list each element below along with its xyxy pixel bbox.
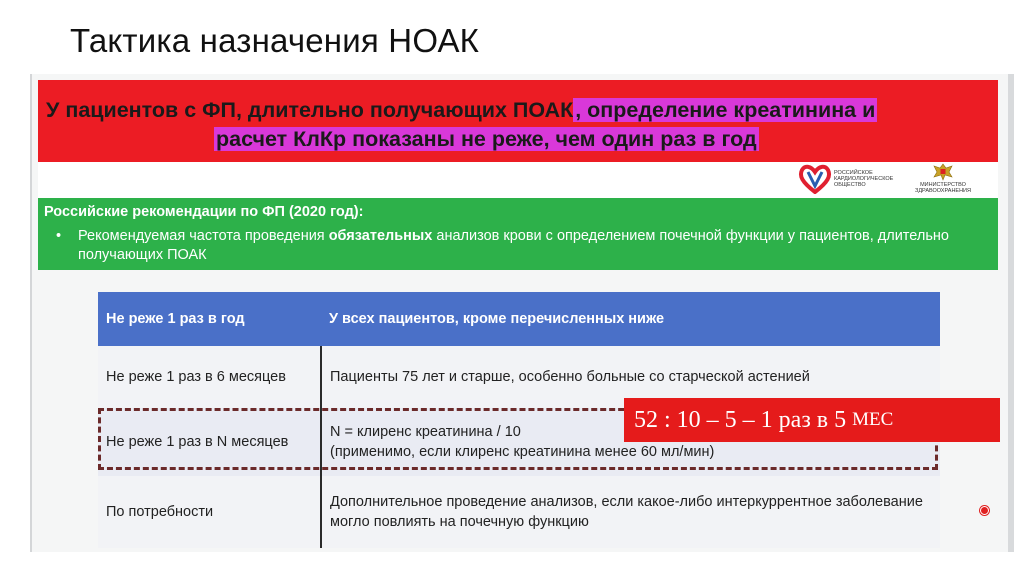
- banner-line-2-highlight: расчет КлКр показаны не реже, чем один раз в год: [216, 127, 757, 151]
- rko-logo-text: РОССИЙСКОЕ КАРДИОЛОГИЧЕСКОЕ ОБЩЕСТВО: [834, 170, 894, 188]
- banner-line-1-highlight: , определение креатинина и: [575, 98, 876, 122]
- formula-line: N = клиренс креатинина / 10: [330, 424, 521, 440]
- slide-title: Тактика назначения НОАК: [70, 22, 480, 59]
- bullet-text-suffix: анализов крови с определением почечной функции у пациентов, длительно получающих ПОАК: [78, 228, 949, 263]
- heart-logo-icon: [798, 164, 832, 194]
- laser-pointer-dot: [980, 506, 989, 515]
- recommendations-heading: Российские рекомендации по ФП (2020 год):: [44, 204, 364, 220]
- table-header-cell: У всех пациентов, кроме перечисленных ниже: [329, 311, 665, 327]
- banner-line-1-prefix: У пациентов с ФП, длительно получающих ПОАК: [46, 98, 574, 122]
- table-cell-patients: Пациенты 75 лет и старше, особенно больные со старческой астенией: [330, 369, 810, 385]
- logo-strip: [38, 162, 998, 198]
- banner-line-2: [214, 127, 759, 152]
- slide-content-image: [30, 74, 1014, 552]
- recommendations-box: [38, 198, 998, 270]
- banner-line-1: [46, 98, 877, 123]
- calculation-main: 52 : 10 – 5 – 1 раз в 5: [634, 406, 847, 433]
- bullet-text-bold: обязательных: [328, 228, 433, 244]
- table-header-cell: Не реже 1 раз в год: [106, 311, 245, 327]
- eagle-emblem-icon: [932, 162, 954, 182]
- table-cell-frequency: По потребности: [98, 476, 321, 548]
- calculation-unit: МЕС: [852, 409, 894, 430]
- rko-logo: [798, 164, 894, 194]
- calculation-example: [624, 398, 1000, 442]
- recommendations-bullet: [56, 227, 988, 265]
- minzdrav-logo: [908, 162, 978, 194]
- table-header-row: [98, 292, 940, 346]
- bullet-text-prefix: Рекомендуемая частота проведения: [78, 228, 329, 244]
- red-banner: [38, 80, 998, 162]
- table-row: [98, 476, 940, 548]
- table-cell-patients: Дополнительное проведение анализов, если какое-либо интеркуррентное заболевание могло повлиять на почечную функцию: [330, 494, 923, 530]
- table-cell-frequency: Не реже 1 раз в 6 месяцев: [98, 346, 321, 408]
- formula-condition-line: (применимо, если клиренс креатинина менее 60 мл/мин): [330, 444, 715, 460]
- bullet-icon: •: [56, 228, 62, 244]
- table-cell-frequency: Не реже 1 раз в N месяцев: [98, 408, 321, 476]
- minzdrav-logo-text: МИНИСТЕРСТВО ЗДРАВООХРАНЕНИЯ: [915, 182, 971, 194]
